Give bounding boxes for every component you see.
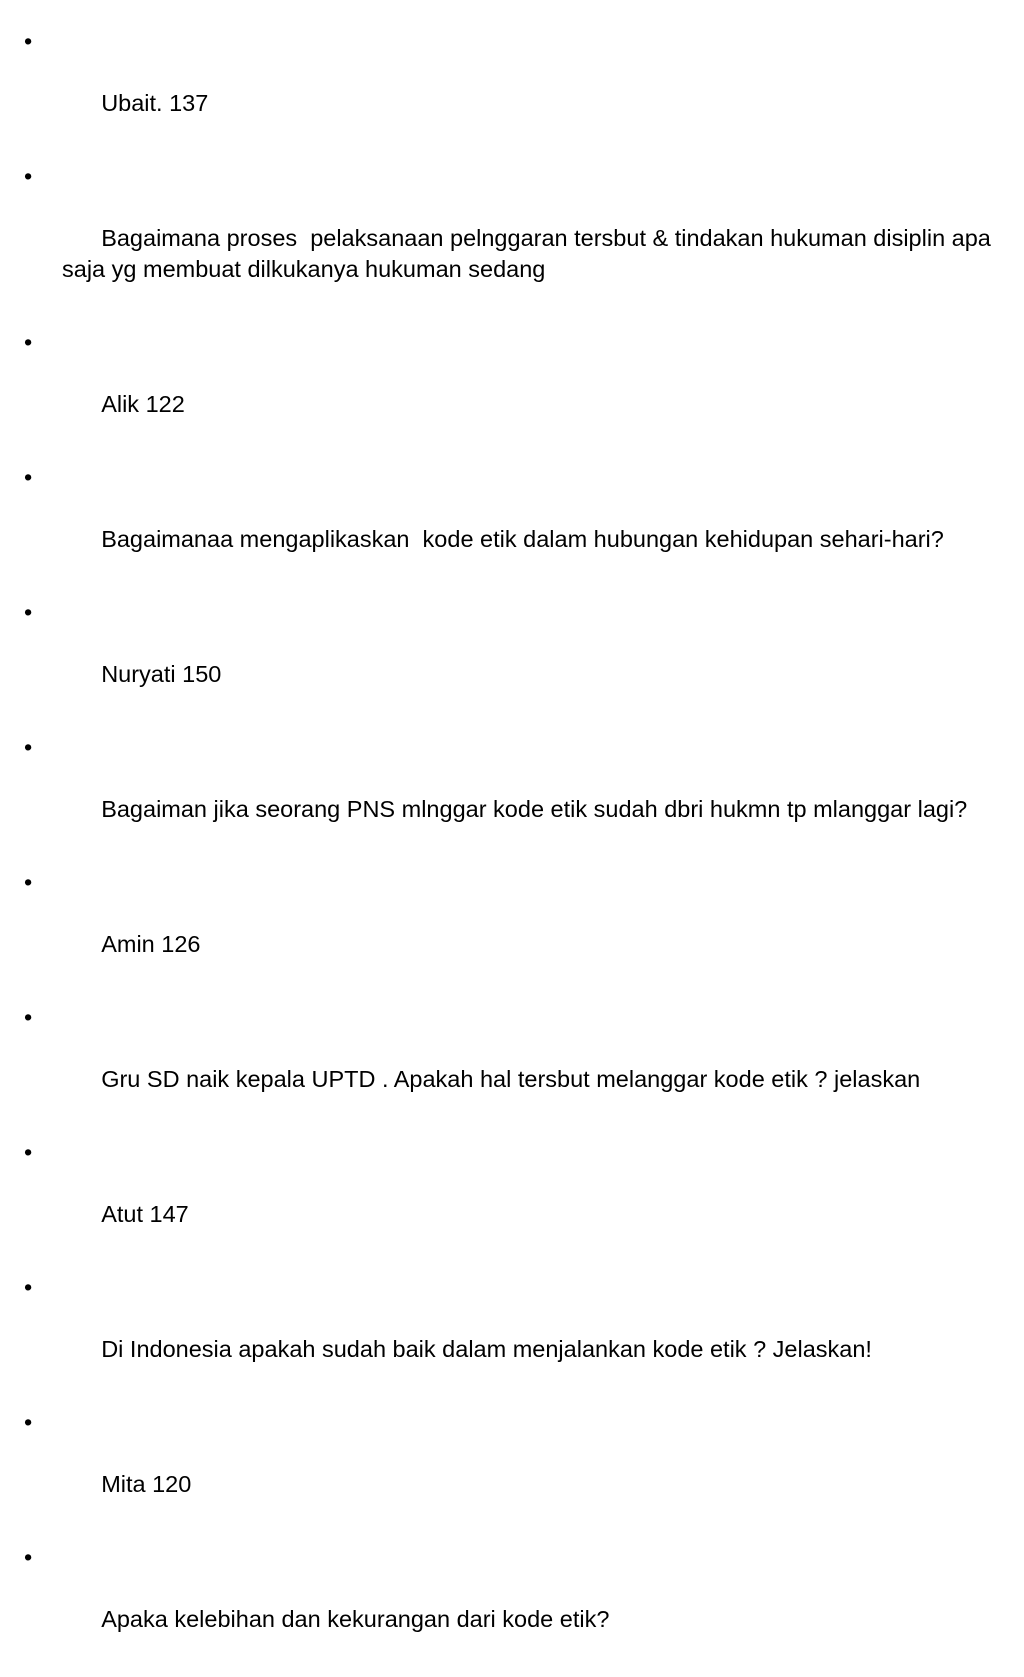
- bullet-text: Gru SD naik kepala UPTD . Apakah hal tersbut melanggar kode etik ? jelaskan: [101, 1066, 921, 1092]
- bullet-text: Mita 120: [101, 1471, 192, 1497]
- bullet-item-name: [24, 327, 999, 451]
- bullet-item-question: [24, 462, 999, 586]
- bullet-text: Ubait. 137: [101, 90, 209, 116]
- bullet-text: Alik 122: [101, 391, 185, 417]
- bullet-item-question: [24, 1272, 999, 1396]
- bullet-item-name: [24, 867, 999, 991]
- bullet-mark: •: [24, 163, 33, 189]
- bullet-mark: •: [24, 1544, 33, 1570]
- bullet-text: Apaka kelebihan dan kekurangan dari kode etik?: [101, 1606, 610, 1632]
- bullet-text: Nuryati 150: [101, 661, 222, 687]
- bullet-mark: •: [24, 1274, 33, 1300]
- bullet-text: Di Indonesia apakah sudah baik dalam menjalankan kode etik ? Jelaskan!: [101, 1336, 872, 1362]
- bullet-text: Bagaiman jika seorang PNS mlnggar kode etik sudah dbri hukmn tp mlanggar lagi?: [101, 796, 968, 822]
- bullet-mark: •: [24, 28, 33, 54]
- bullet-item-name: [24, 597, 999, 721]
- bullet-item-question: [24, 732, 999, 856]
- bullet-mark: •: [24, 1004, 33, 1030]
- bullet-mark: •: [24, 329, 33, 355]
- bullet-mark: •: [24, 1139, 33, 1165]
- bullet-text: Amin 126: [101, 931, 201, 957]
- bullet-text: Bagaimana proses pelaksanaan pelnggaran tersbut & tindakan hukuman disiplin apa saja yg membuat dilkukanya hukuman sedang: [62, 225, 998, 282]
- bullet-item-question: [24, 161, 999, 316]
- bullet-item-question: [24, 1542, 999, 1666]
- bullet-mark: •: [24, 869, 33, 895]
- bullet-mark: •: [24, 1409, 33, 1435]
- bullet-text: Bagaimanaa mengaplikaskan kode etik dalam hubungan kehidupan sehari-hari?: [101, 526, 944, 552]
- bullet-mark: •: [24, 734, 33, 760]
- bullet-list: [24, 26, 999, 1677]
- bullet-item-name: [24, 1407, 999, 1531]
- bullet-item-question: [24, 1002, 999, 1126]
- bullet-mark: •: [24, 599, 33, 625]
- bullet-item-name: [24, 26, 999, 150]
- bullet-item-name: [24, 1137, 999, 1261]
- bullet-mark: •: [24, 464, 33, 490]
- bullet-text: Atut 147: [101, 1201, 189, 1227]
